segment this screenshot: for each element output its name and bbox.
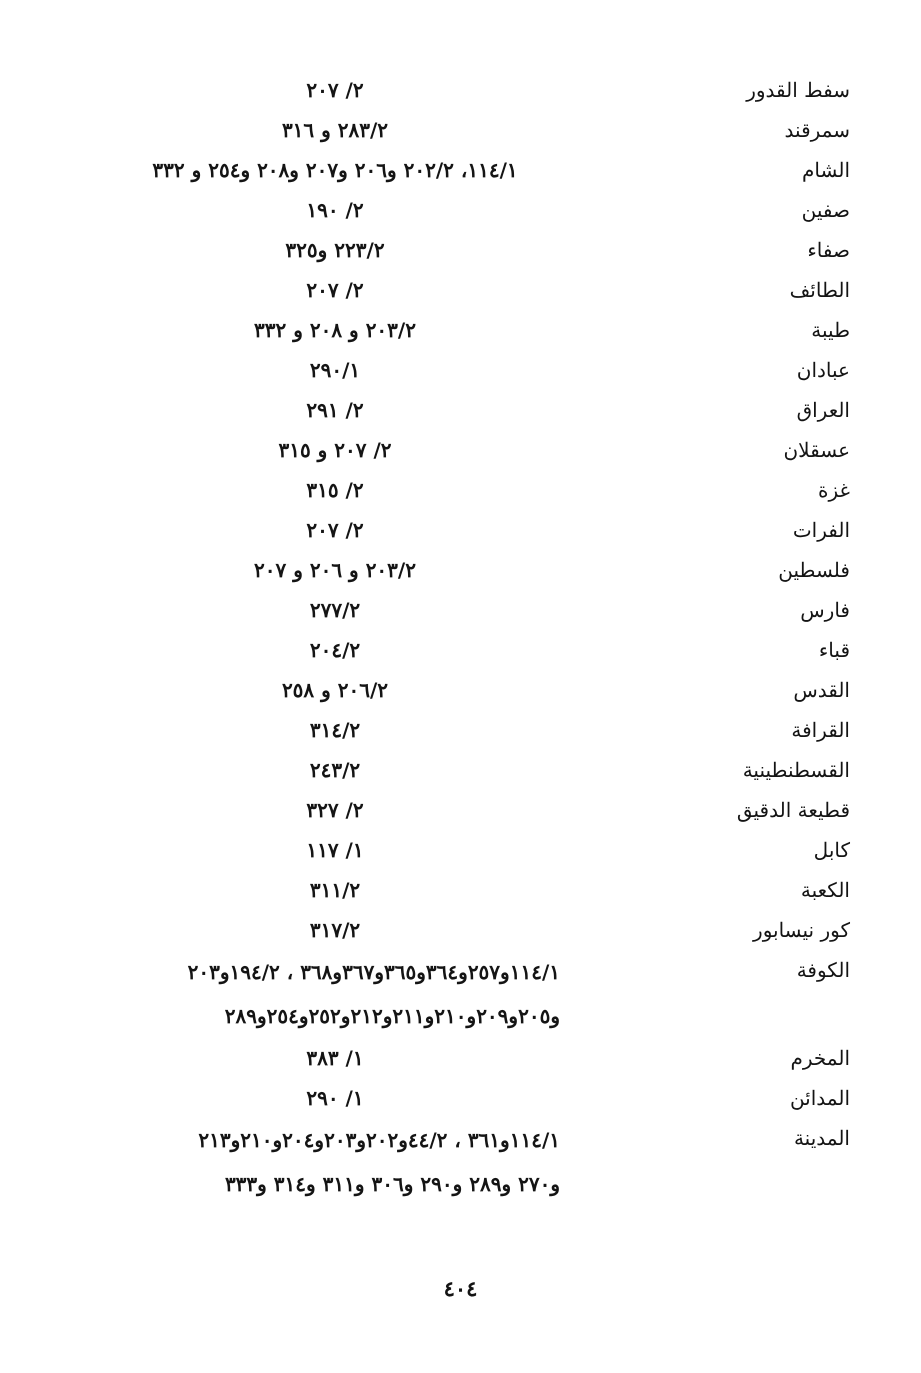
page-references — [60, 150, 610, 190]
page-references — [60, 230, 610, 270]
place-name: كور نيسابور — [753, 918, 850, 942]
page-references — [60, 1038, 610, 1078]
reference-line: ٢٩٠/١ — [309, 358, 361, 382]
place-name: القدس — [793, 678, 850, 702]
index-entry — [60, 790, 850, 830]
reference-line: ٢/ ٣١٥ — [306, 478, 364, 502]
reference-line: ٢٠٤/٢ — [309, 638, 361, 662]
reference-line: ١١٤/١و٢٥٧و٣٦٤و٣٦٥و٣٦٧و٣٦٨ ، ١٩٤/٢و٢٠٣ — [187, 960, 560, 984]
place-name: سفط القدور — [746, 78, 850, 102]
place-name: الفرات — [792, 518, 850, 542]
reference-line: ١/ ٢٩٠ — [306, 1086, 364, 1110]
page-references — [60, 630, 610, 670]
reference-line: ٢٠٣/٢ و ٢٠٨ و ٣٣٢ — [254, 318, 416, 342]
place-name: قطيعة الدقيق — [736, 798, 850, 822]
reference-line: ٢/ ٣٢٧ — [306, 798, 364, 822]
place-name: المدينة — [793, 1126, 850, 1150]
page-references — [60, 70, 610, 110]
reference-line: ٢٠٣/٢ و ٢٠٦ و ٢٠٧ — [254, 558, 416, 582]
index-entry — [60, 350, 850, 390]
index-entry — [60, 1118, 850, 1206]
reference-line: ٣١٧/٢ — [309, 918, 361, 942]
place-name: المدائن — [789, 1086, 850, 1110]
page-references — [60, 510, 610, 550]
page-number: ٤٠٤ — [443, 1276, 478, 1301]
place-name: عبادان — [796, 358, 850, 382]
index-entry — [60, 910, 850, 950]
index-entry — [60, 1078, 850, 1118]
index-entry — [60, 590, 850, 630]
place-name: طيبة — [811, 318, 850, 342]
reference-line: و٢٧٠ و٢٨٩ و٢٩٠ و٣٠٦ و٣١١ و٣١٤ و٣٣٣ — [224, 1172, 560, 1196]
page-references — [60, 670, 610, 710]
place-index-list — [60, 70, 850, 1206]
reference-line: ٢٠٦/٢ و ٢٥٨ — [281, 678, 389, 702]
page-references — [60, 110, 610, 150]
index-entry — [60, 670, 850, 710]
reference-line: ١/ ١١٧ — [306, 838, 364, 862]
reference-line: ٢/ ٢٩١ — [306, 398, 364, 422]
index-entry — [60, 710, 850, 750]
page-references — [60, 550, 610, 590]
page-references — [60, 790, 610, 830]
page-references — [60, 470, 610, 510]
reference-line: ٢٧٧/٢ — [309, 598, 361, 622]
reference-line: ٢٢٣/٢ و٣٢٥ — [285, 238, 385, 262]
index-entry — [60, 310, 850, 350]
index-entry — [60, 1038, 850, 1078]
place-name: الكوفة — [796, 958, 850, 982]
page-references — [60, 870, 610, 910]
reference-line: ١١٤/١و٣٦١ ، ٤٤/٢و٢٠٢و٢٠٣و٢٠٤و٢١٠و٢١٣ — [198, 1128, 560, 1152]
place-name: المخرم — [790, 1046, 850, 1070]
page-references — [60, 270, 610, 310]
index-entry — [60, 870, 850, 910]
page-references — [60, 590, 610, 630]
index-entry — [60, 470, 850, 510]
index-entry — [60, 70, 850, 110]
reference-line: ٢٨٣/٢ و ٣١٦ — [281, 118, 389, 142]
index-entry — [60, 750, 850, 790]
index-entry — [60, 510, 850, 550]
reference-line: و٢٠٥و٢٠٩و٢١٠و٢١١و٢١٢و٢٥٢و٢٥٤و٢٨٩ — [224, 1004, 560, 1028]
index-entry — [60, 950, 850, 1038]
reference-line: ٣١١/٢ — [309, 878, 361, 902]
page-references — [60, 1118, 610, 1206]
place-name: الشام — [802, 158, 850, 182]
place-name: غزة — [818, 478, 850, 502]
place-name: عسقلان — [783, 438, 850, 462]
reference-line: ١/ ٣٨٣ — [306, 1046, 364, 1070]
place-name: الكعبة — [800, 878, 850, 902]
page-references — [60, 910, 610, 950]
place-name: فلسطين — [778, 558, 850, 582]
place-name: الطائف — [789, 278, 850, 302]
page-references — [60, 350, 610, 390]
place-name: صفاء — [807, 238, 850, 262]
index-entry — [60, 630, 850, 670]
reference-line: ٢٤٣/٢ — [309, 758, 361, 782]
page-references — [60, 950, 610, 1038]
place-name: كابل — [813, 838, 850, 862]
index-entry — [60, 270, 850, 310]
reference-line: ٢/ ٢٠٧ — [306, 278, 364, 302]
page-references — [60, 1078, 610, 1118]
place-name: العراق — [796, 398, 850, 422]
page-references — [60, 710, 610, 750]
page-references — [60, 830, 610, 870]
page-references — [60, 190, 610, 230]
reference-line: ٢/ ٢٠٧ — [306, 518, 364, 542]
page-references — [60, 750, 610, 790]
place-name: فارس — [800, 598, 850, 622]
reference-line: ٢/ ٢٠٧ — [306, 78, 364, 102]
reference-line: ٣١٤/٢ — [309, 718, 361, 742]
page-references — [60, 430, 610, 470]
place-name: القسطنطينية — [742, 758, 850, 782]
reference-line: ٢/ ٢٠٧ و ٣١٥ — [278, 438, 392, 462]
reference-line: ١١٤/١، ٢٠٢/٢ و٢٠٦ و٢٠٧ و٢٠٨ و٢٥٤ و ٣٣٢ — [152, 158, 518, 182]
page-references — [60, 310, 610, 350]
place-name: قباء — [818, 638, 850, 662]
place-name: القرافة — [791, 718, 850, 742]
page-references — [60, 390, 610, 430]
place-name: سمرقند — [784, 118, 850, 142]
index-entry — [60, 190, 850, 230]
index-entry — [60, 150, 850, 190]
index-entry — [60, 830, 850, 870]
index-entry — [60, 110, 850, 150]
index-entry — [60, 390, 850, 430]
index-entry — [60, 230, 850, 270]
place-name: صفين — [801, 198, 850, 222]
reference-line: ٢/ ١٩٠ — [306, 198, 364, 222]
index-entry — [60, 430, 850, 470]
index-entry — [60, 550, 850, 590]
